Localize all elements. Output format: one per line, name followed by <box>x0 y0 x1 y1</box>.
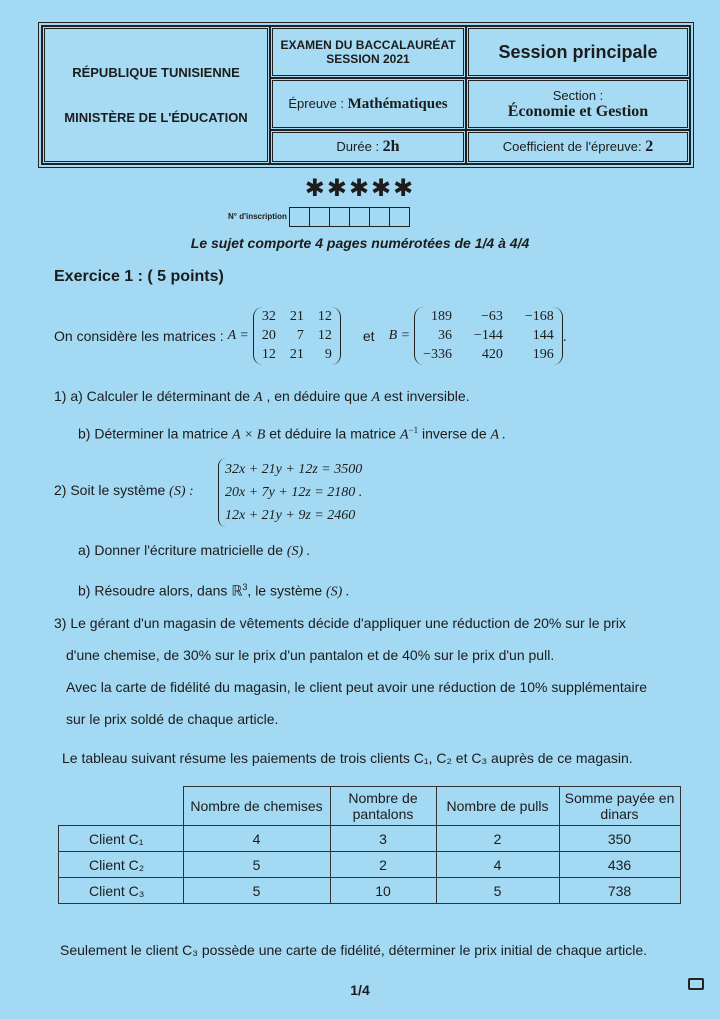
table-cell: 5 <box>183 852 330 878</box>
table-cell: 2 <box>436 826 559 852</box>
header-pulls: Nombre de pulls <box>436 787 559 826</box>
header-pantalons: Nombre de pantalons <box>330 787 436 826</box>
question-3-line-1: 3) Le gérant d'un magasin de vêtements décide d'appliquer une réduction de 20% sur le prix <box>54 615 626 631</box>
section-value: Économie et Gestion <box>507 102 649 120</box>
duree-label: Durée : <box>336 139 383 154</box>
matrix-entry: 12 <box>317 328 332 343</box>
question-2: 2) Soit le système (S) : <box>54 482 194 499</box>
header-somme: Somme payée en dinars <box>559 787 680 826</box>
book-icon <box>688 978 704 990</box>
matrix-entry: −144 <box>473 328 503 343</box>
matrices-intro: On considère les matrices : <box>54 328 224 344</box>
matrix-entry: −336 <box>423 347 452 362</box>
session-label: Session principale <box>498 41 658 62</box>
table-cell: 350 <box>559 826 680 852</box>
matrix-a-label: A = <box>227 328 249 343</box>
duree-value: 2h <box>382 138 400 155</box>
table-cell: 5 <box>436 878 559 904</box>
republic-label: RÉPUBLIQUE TUNISIENNE <box>72 65 240 80</box>
matrix-entry: −168 <box>524 309 554 324</box>
table-cell: 3 <box>330 826 436 852</box>
question-3-line-4: sur le prix soldé de chaque article. <box>66 711 279 727</box>
table-row <box>59 826 681 852</box>
table-cell: 4 <box>436 852 559 878</box>
matrix-entry: 32 <box>261 309 276 324</box>
matrix-entry: 20 <box>261 328 276 343</box>
epreuve-label: Épreuve : <box>288 95 348 111</box>
header-chemises: Nombre de chemises <box>183 787 330 826</box>
pages-note: Le sujet comporte 4 pages numérotées de 1/4 à 4/4 <box>190 235 530 251</box>
matrix-b <box>414 307 563 365</box>
matrix-entry: 36 <box>437 328 452 343</box>
matrix-entry: 21 <box>289 347 304 362</box>
question-1b: b) Déterminer la matrice A × B et déduire la matrice $A^{-1}$ inverse de A . <box>78 425 506 443</box>
matrix-entry: 9 <box>324 347 332 362</box>
linear-system <box>218 458 362 527</box>
exam-cell <box>270 26 466 78</box>
equation-2: 20x + 7y + 12z = 2180 . <box>225 485 363 500</box>
matrix-entry: 12 <box>261 347 276 362</box>
exam-header <box>38 22 694 168</box>
ministry-label: MINISTÈRE DE L'ÉDUCATION <box>64 110 248 125</box>
matrix-entry: 12 <box>317 309 332 324</box>
page-number: 1/4 <box>350 982 370 998</box>
table-row <box>59 878 681 904</box>
table-cell: 2 <box>330 852 436 878</box>
coef-label: Coefficient de l'épreuve: <box>502 139 646 154</box>
client-label: Client C₁ <box>59 826 184 852</box>
matrix-entry: 7 <box>296 328 304 343</box>
table-row <box>59 852 681 878</box>
exam-session: SESSION 2021 <box>326 52 410 66</box>
epreuve-cell <box>270 78 466 130</box>
equation-3: 12x + 21y + 9z = 2460 <box>225 508 356 523</box>
matrix-entry: 189 <box>430 309 452 324</box>
exam-title: EXAMEN DU BACCALAURÉAT <box>280 38 456 52</box>
matrix-entry: 21 <box>289 309 304 324</box>
client-label: Client C₂ <box>59 852 184 878</box>
matrix-entry: −63 <box>480 309 503 324</box>
et-label: et <box>362 328 375 344</box>
payments-table <box>58 786 681 904</box>
exercise-title: Exercice 1 : ( 5 points) <box>54 268 224 285</box>
section-cell <box>466 78 690 130</box>
question-2b: b) Résoudre alors, dans ℝ$^3$, le système (S) . <box>78 582 350 600</box>
matrix-entry: 196 <box>532 347 554 362</box>
coef-cell <box>466 130 690 164</box>
table-intro: Le tableau suivant résume les paiements de trois clients C₁, C₂ et C₃ auprès de ce magasin. <box>62 750 633 766</box>
duree-cell <box>270 130 466 164</box>
matrix-b-label: B = <box>388 328 411 343</box>
inscription-number-field[interactable] <box>289 207 410 227</box>
table-cell: 10 <box>330 878 436 904</box>
section-label: Section : <box>552 87 604 103</box>
question-2a: a) Donner l'écriture matricielle de (S) . <box>78 542 311 559</box>
table-cell: 4 <box>183 826 330 852</box>
table-cell: 436 <box>559 852 680 878</box>
matrices-line: On considère les matrices : A = 32 21 12 20 7 12 12 21 9 et B = 189 −63 −168 36 −144 144 −336 420 196 . <box>54 302 567 370</box>
question-1a: 1) a) Calculer le déterminant de A , en déduire que A est inversible. <box>54 388 470 405</box>
coef-value: 2 <box>645 138 654 155</box>
table-header-row <box>59 787 681 826</box>
client-label: Client C₃ <box>59 878 184 904</box>
epreuve-value: Mathématiques <box>347 95 448 112</box>
matrix-a <box>253 307 341 365</box>
table-cell: 5 <box>183 878 330 904</box>
matrix-entry: 420 <box>481 347 503 362</box>
final-question: Seulement le client C₃ possède une carte de fidélité, déterminer le prix initial de chaque article. <box>60 942 648 958</box>
question-3-line-3: Avec la carte de fidélité du magasin, le client peut avoir une réduction de 10% supplémentaire <box>66 679 648 695</box>
equation-1: 32x + 21y + 12z = 3500 <box>225 462 363 477</box>
question-3-line-2: d'une chemise, de 30% sur le prix d'un pantalon et de 40% sur le prix d'un pull. <box>66 647 555 663</box>
inscription-label <box>228 207 410 227</box>
table-cell: 738 <box>559 878 680 904</box>
matrix-entry: 144 <box>532 328 554 343</box>
country-cell <box>42 26 270 164</box>
inscription-text: N° d'inscription <box>228 212 287 222</box>
session-cell <box>466 26 690 78</box>
stars-divider: ✱✱✱✱✱ <box>304 175 416 202</box>
